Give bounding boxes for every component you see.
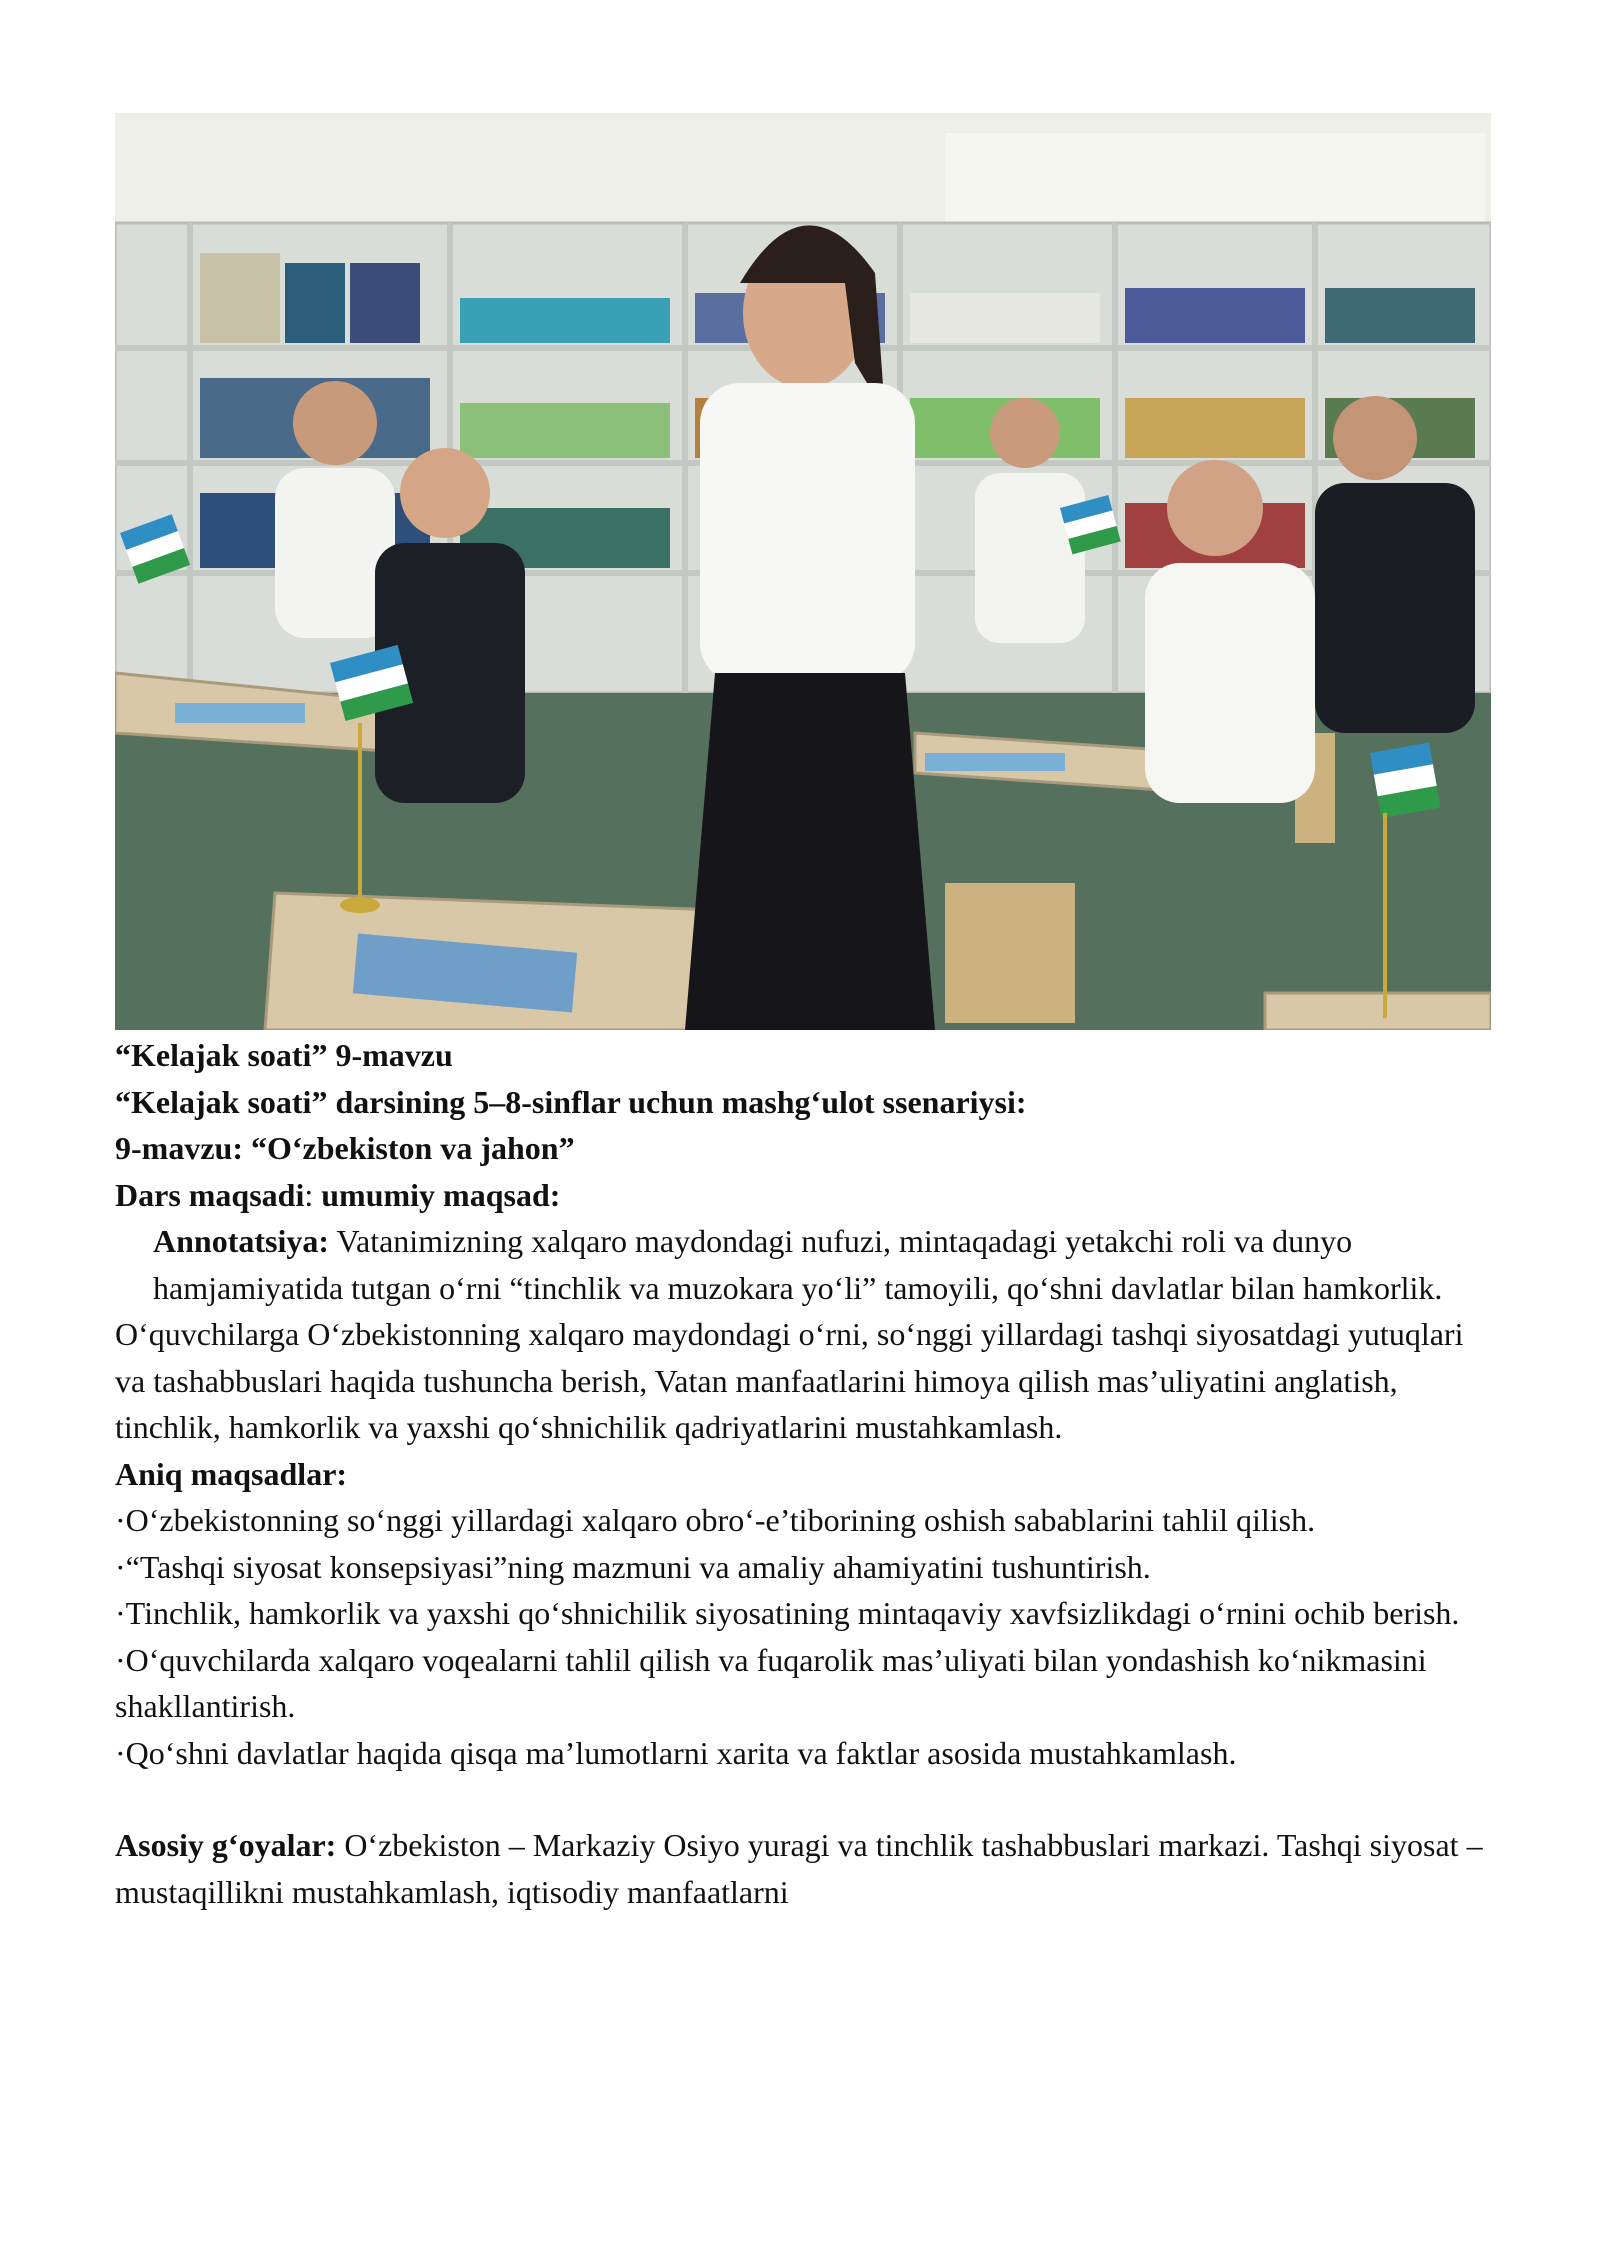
goal-label: Dars maqsadi: [115, 1176, 305, 1213]
classroom-photo: [115, 113, 1491, 1030]
classroom-illustration: [115, 113, 1491, 1030]
ideas-text: O‘zbekiston – Markaziy Osiyo yuragi va tinchlik tashabbuslari markazi. Tashqi siyosat – mustaqillikni mustahkamlash, iqtisodiy manfaatlarni: [115, 1827, 1483, 1910]
goal-value: umumiy maqsad:: [321, 1176, 561, 1213]
ideas-paragraph: [115, 1822, 1495, 1915]
goal-separator: :: [304, 1176, 322, 1213]
ideas-label: Asosiy g‘oyalar:: [115, 1827, 337, 1863]
doc-title: “Kelajak soati” 9-mavzu: [115, 1037, 453, 1073]
annotation-paragraph: [115, 1218, 1495, 1311]
aims-heading: Aniq maqsadlar:: [115, 1455, 348, 1492]
aim-item: ·Tinchlik, hamkorlik va yaxshi qo‘shnichilik siyosatining mintaqaviy xavfsizlikdagi o‘rnini ochib berish.: [115, 1595, 1460, 1631]
aim-item: ·O‘quvchilarda xalqaro voqealarni tahlil qilish va fuqarolik mas’uliyati bilan yondashish ko‘nikmasini shakllantirish.: [115, 1641, 1427, 1724]
aim-item: ·“Tashqi siyosat konsepsiyasi”ning mazmuni va amaliy ahamiyatini tushuntirish.: [115, 1548, 1151, 1585]
aim-item: ·O‘zbekistonning so‘nggi yillardagi xalqaro obro‘-e’tiborining oshish sabablarini tahlil qilish.: [115, 1502, 1316, 1538]
document-body: [115, 1032, 1495, 1915]
doc-subtitle: “Kelajak soati” darsining 5–8-sinflar uchun mashg‘ulot ssenariysi:: [115, 1083, 1027, 1120]
purpose-paragraph: O‘quvchilarga O‘zbekistonning xalqaro maydondagi o‘rni, so‘nggi yillardagi tashqi siyosatdagi yutuqlari va tashabbuslari haqida tushuncha berish, Vatan manfaatlarini himoya qilish mas’uliyatini anglatish, tinchlik, hamkorlik va yaxshi qo‘shnichilik qadriyatlarini mustahkamlash.: [115, 1316, 1464, 1445]
goal-line: [115, 1172, 1495, 1219]
topic-title: 9-mavzu: “O‘zbekiston va jahon”: [115, 1130, 575, 1166]
annotation-label: Annotatsiya:: [153, 1223, 330, 1259]
paragraph-gap: [115, 1776, 1495, 1822]
annotation-text: Vatanimizning xalqaro maydondagi nufuzi, mintaqadagi yetakchi roli va dunyo hamjamiyatida tutgan o‘rni “tinchlik va muzokara yo‘li” tamoyili, qo‘shni davlatlar bilan hamkorlik.: [153, 1223, 1443, 1306]
aim-item: ·Qo‘shni davlatlar haqida qisqa ma’lumotlarni xarita va faktlar asosida mustahkamlash.: [115, 1734, 1237, 1771]
